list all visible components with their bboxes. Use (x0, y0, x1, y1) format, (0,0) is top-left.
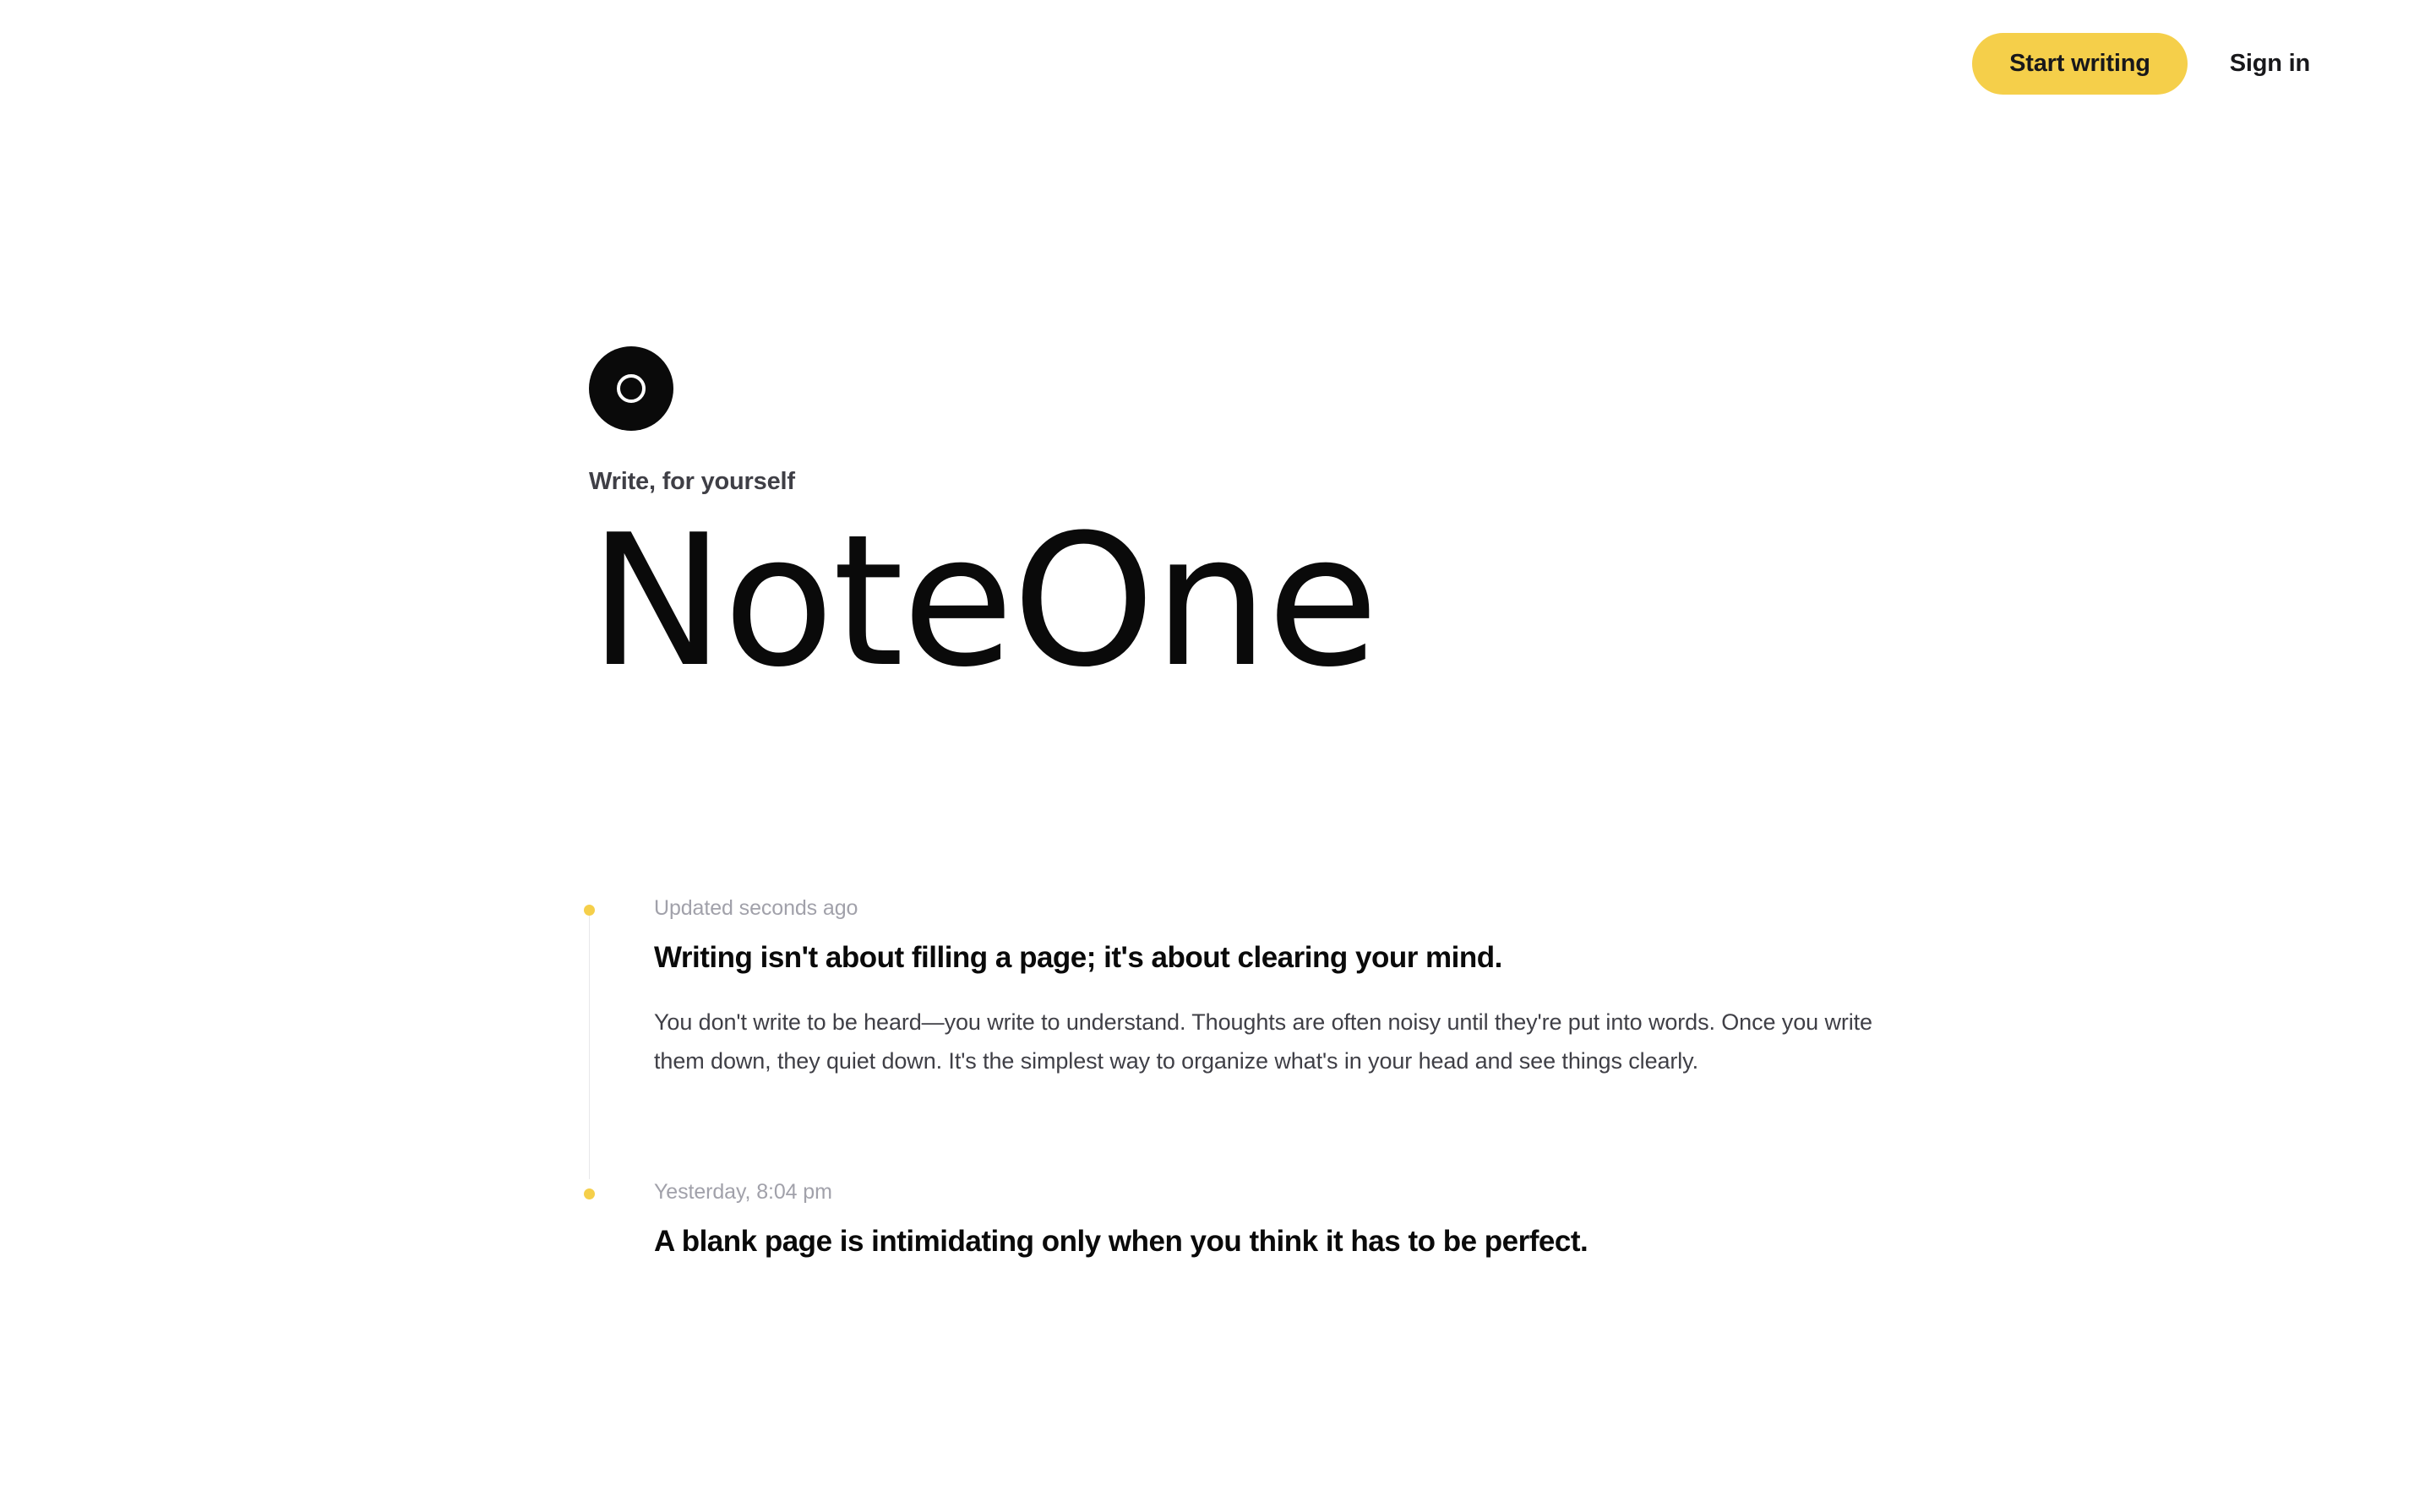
top-navigation-bar (0, 0, 2425, 127)
hero-tagline: Write, for yourself (589, 468, 795, 495)
note-timestamp: Updated seconds ago (654, 896, 858, 920)
note-title: Writing isn't about filling a page; it's about clearing your mind. (654, 941, 1502, 974)
note-title: A blank page is intimidating only when you think it has to be perfect. (654, 1224, 1589, 1258)
note-timestamp: Yesterday, 8:04 pm (654, 1179, 832, 1204)
list-item[interactable] (589, 1179, 1941, 1320)
hero-section (589, 346, 1856, 707)
logo-inner-ring (617, 374, 646, 403)
note-body: You don't write to be heard—you write to understand. Thoughts are often noisy until they're put into words. Once you write them down, they quiet down. It's the simplest way to organize what's in your head and see things clearly. (654, 1009, 1872, 1074)
sign-in-link[interactable]: Sign in (2229, 49, 2310, 77)
timeline-dot-icon (584, 1188, 595, 1199)
page-title: NoteOne (589, 495, 1377, 707)
list-item[interactable] (589, 895, 1941, 1179)
notes-timeline (589, 895, 1941, 1319)
timeline-dot-icon (584, 905, 595, 916)
start-writing-button[interactable]: Start writing (1972, 33, 2188, 95)
timeline-rail (589, 911, 590, 1179)
circle-dot-icon (589, 346, 673, 431)
